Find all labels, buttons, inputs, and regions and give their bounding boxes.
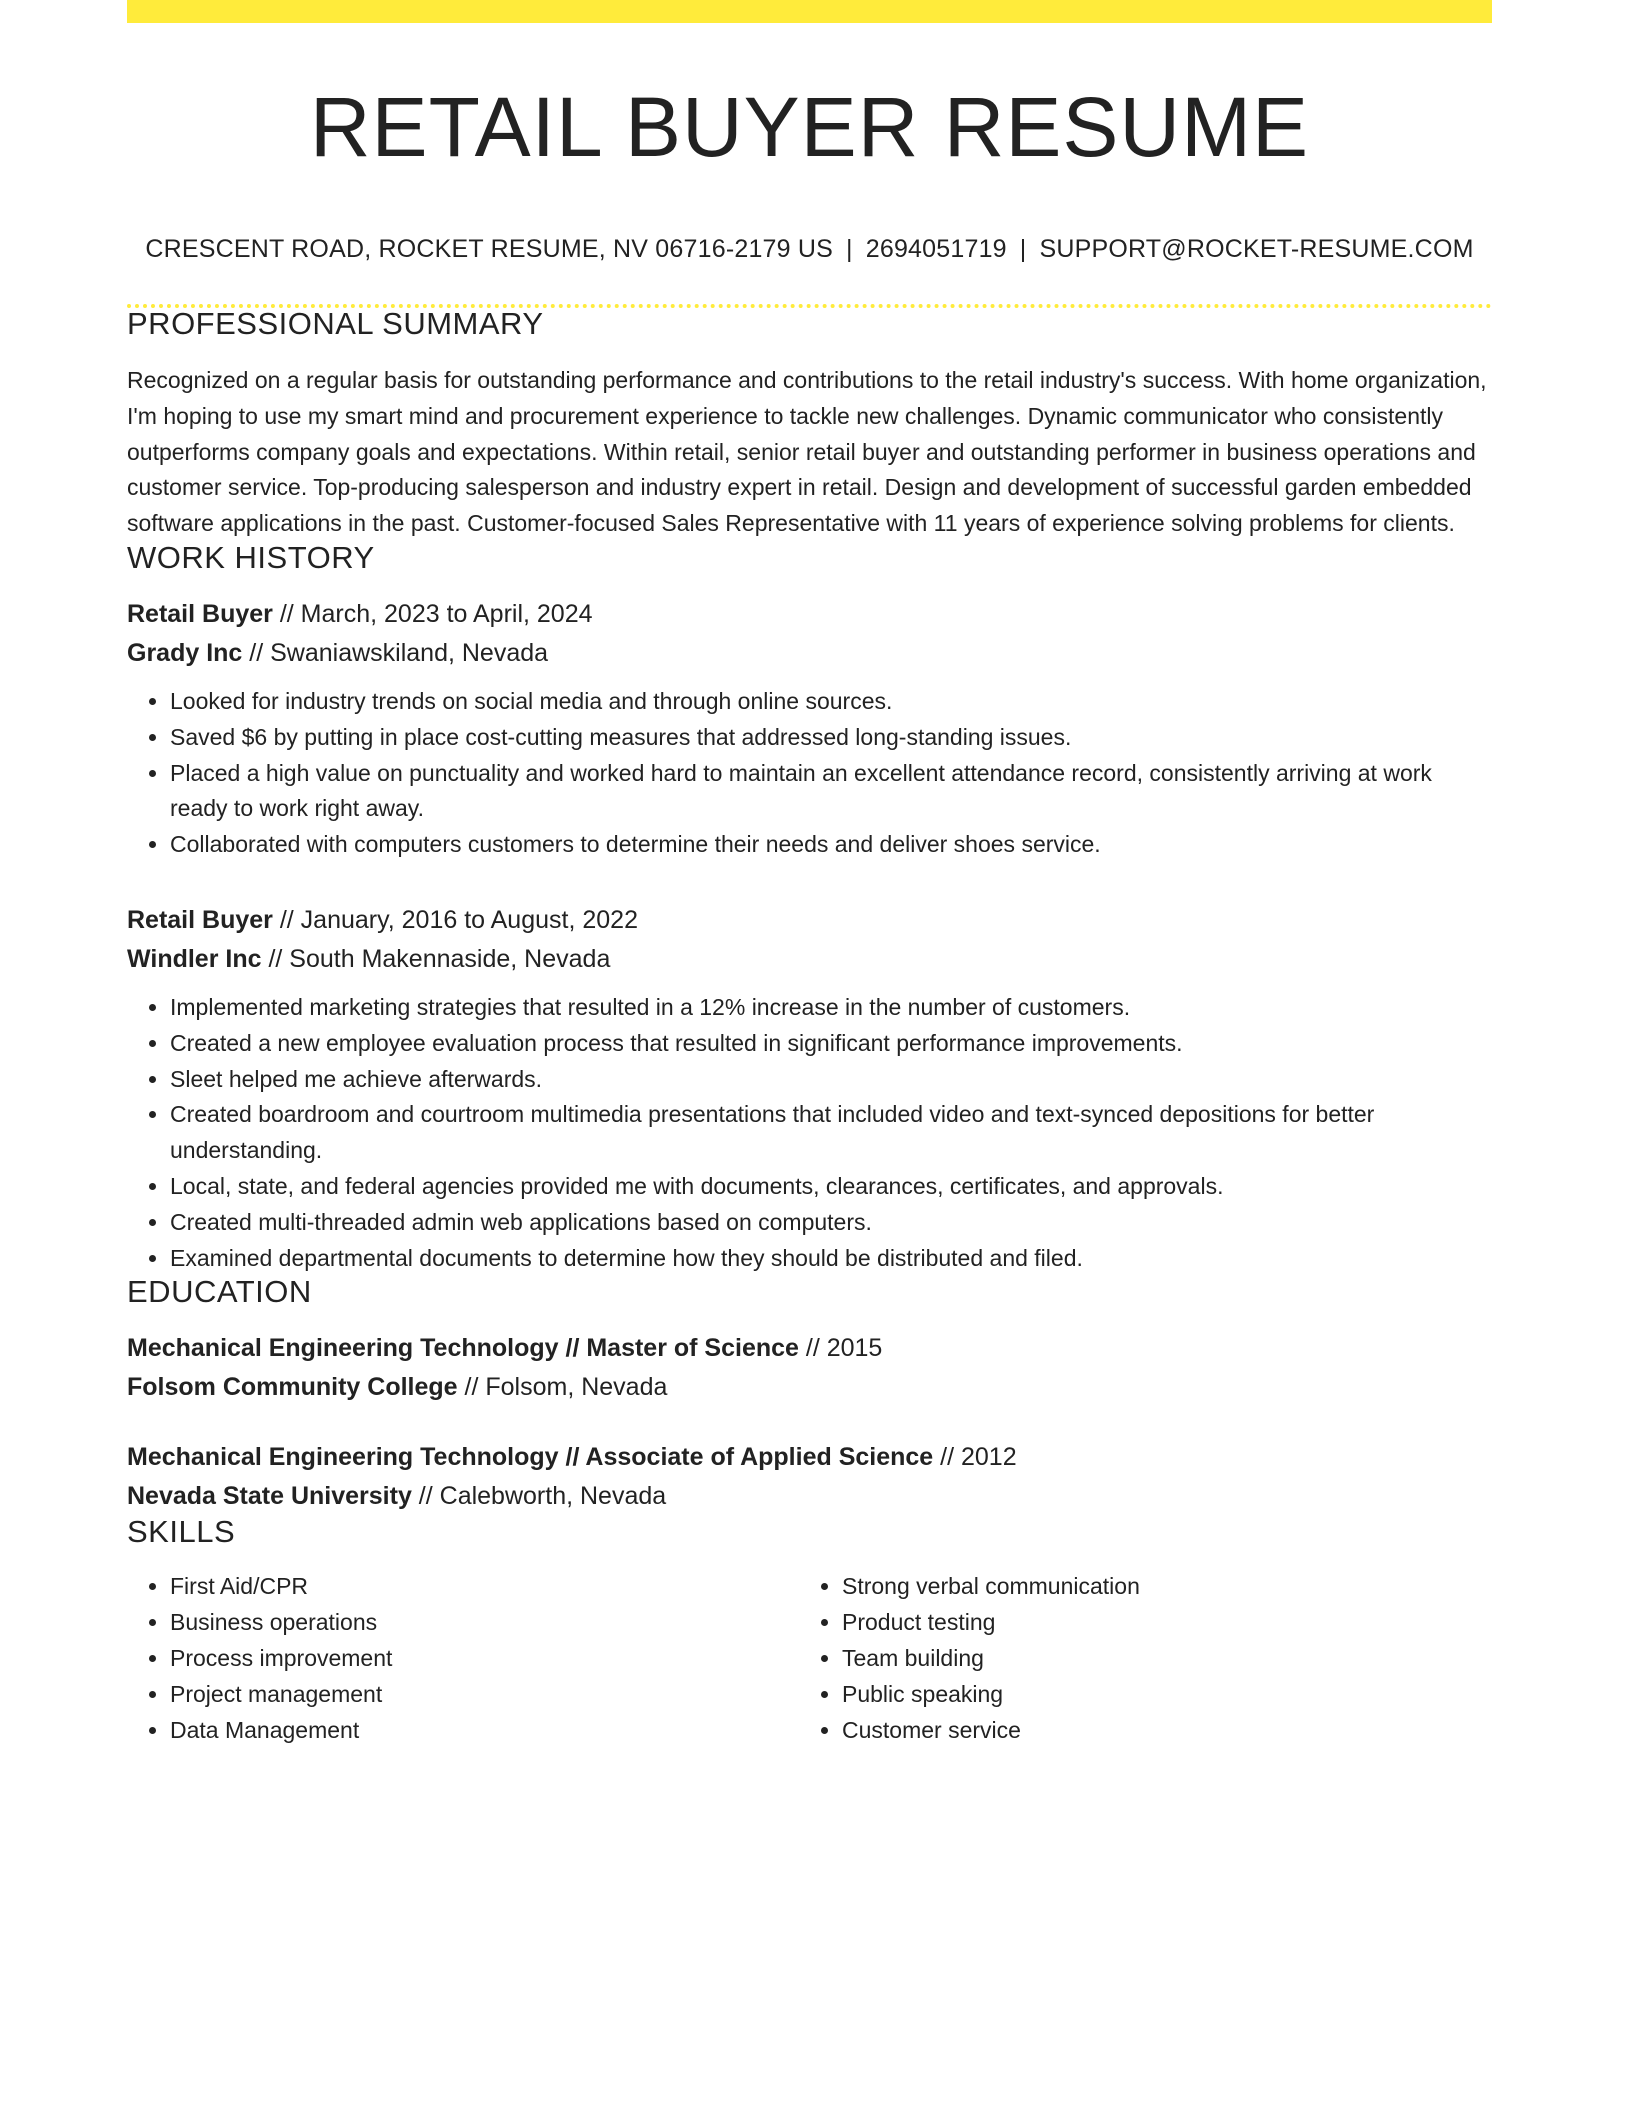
skill-item: • Business operations [170, 1605, 799, 1641]
skill-item: • Project management [170, 1677, 799, 1713]
list-item: • Created a new employee evaluation process that resulted in significant performance improvements. [170, 1026, 1492, 1062]
skills-grid [127, 1569, 1492, 1748]
list-item: • Created multi-threaded admin web applications based on computers. [170, 1205, 1492, 1241]
resume-page [127, 0, 1492, 1748]
contact-line [127, 237, 1492, 262]
job-position: Retail Buyer [127, 599, 273, 628]
job-bullets [127, 684, 1492, 863]
education-school-line [127, 1477, 1492, 1516]
job-company: Grady Inc [127, 638, 243, 667]
job-bullets [127, 990, 1492, 1276]
education-entry [127, 1329, 1492, 1407]
accent-top-bar [127, 0, 1492, 23]
list-item: • Implemented marketing strategies that resulted in a 12% increase in the number of customers. [170, 990, 1492, 1026]
list-item: • Created boardroom and courtroom multimedia presentations that included video and text-synced depositions for better understanding. [170, 1097, 1492, 1169]
resume-title: RETAIL BUYER RESUME [309, 80, 1310, 174]
education-school-line [127, 1368, 1492, 1407]
education-year: // 2015 [798, 1334, 883, 1363]
job-position-line [127, 595, 1492, 634]
list-item: • Looked for industry trends on social media and through online sources. [170, 684, 1492, 720]
job-company-line [127, 634, 1492, 673]
education-degree: Mechanical Engineering Technology // Master of Science [127, 1334, 799, 1363]
list-item: • Sleet helped me achieve afterwards. [170, 1062, 1492, 1098]
list-item: • Local, state, and federal agencies provided me with documents, clearances, certificates, and approvals. [170, 1169, 1492, 1205]
summary-text: Recognized on a regular basis for outstanding performance and contributions to the retail industry's success. With home organization, I'm hoping to use my smart mind and procurement experience to tackle new challenges. Dynamic communicator who consistently outperforms company goals and expectations. Within retail, senior retail buyer and outstanding performer in business operations and customer service. Top-producing salesperson and industry expert in retail. Design and development of successful garden embedded software applications in the past. Customer-focused Sales Representative with 11 years of experience solving problems for clients. [127, 367, 1487, 537]
job-company-line [127, 940, 1492, 979]
contact-address: CRESCENT ROAD, ROCKET RESUME, NV 06716-2179 US [145, 235, 834, 263]
job-company: Windler Inc [127, 944, 262, 973]
skill-item: • Team building [842, 1641, 1492, 1677]
job-location: // Swaniawskiland, Nevada [242, 638, 549, 667]
section-title-work-history: WORK HISTORY [127, 539, 375, 575]
job-position: Retail Buyer [127, 905, 273, 934]
job-dates: // January, 2016 to August, 2022 [272, 905, 638, 934]
skills-column-left [127, 1569, 799, 1748]
skill-item: • Strong verbal communication [842, 1569, 1492, 1605]
contact-separator: | [846, 235, 853, 263]
skill-item: • Product testing [842, 1605, 1492, 1641]
education-school: Nevada State University [127, 1482, 412, 1511]
education-school: Folsom Community College [127, 1373, 458, 1402]
contact-email: SUPPORT@ROCKET-RESUME.COM [1039, 235, 1474, 263]
skills-column-right [799, 1569, 1492, 1748]
job-dates: // March, 2023 to April, 2024 [272, 599, 593, 628]
education-location: // Folsom, Nevada [457, 1373, 668, 1402]
section-title-skills: SKILLS [127, 1514, 236, 1550]
list-item: • Placed a high value on punctuality and worked hard to maintain an excellent attendance record, consistently arriving at work ready to work right away. [170, 756, 1492, 828]
skill-item: • First Aid/CPR [170, 1569, 799, 1605]
contact-separator: | [1019, 235, 1027, 263]
skill-item: • Process improvement [170, 1641, 799, 1677]
contact-phone: 2694051719 [865, 235, 1007, 263]
education-degree: Mechanical Engineering Technology // Associate of Applied Science [127, 1443, 934, 1472]
section-title-summary: PROFESSIONAL SUMMARY [127, 306, 544, 341]
job-entry [127, 901, 1492, 1276]
education-degree-line [127, 1438, 1492, 1477]
job-entry [127, 595, 1492, 863]
skill-item: • Data Management [170, 1713, 799, 1749]
list-item: • Examined departmental documents to determine how they should be distributed and filed. [170, 1241, 1492, 1277]
education-degree-line [127, 1329, 1492, 1368]
list-item: • Collaborated with computers customers to determine their needs and deliver shoes service. [170, 827, 1492, 863]
section-title-education: EDUCATION [127, 1274, 312, 1310]
education-entry [127, 1438, 1492, 1516]
education-location: // Calebworth, Nevada [411, 1482, 667, 1511]
list-item: • Saved $6 by putting in place cost-cutting measures that addressed long-standing issues. [170, 720, 1492, 756]
job-position-line [127, 901, 1492, 940]
education-year: // 2012 [933, 1443, 1017, 1472]
skill-item: • Customer service [842, 1713, 1492, 1749]
job-location: // South Makennaside, Nevada [261, 944, 611, 973]
skill-item: • Public speaking [842, 1677, 1492, 1713]
